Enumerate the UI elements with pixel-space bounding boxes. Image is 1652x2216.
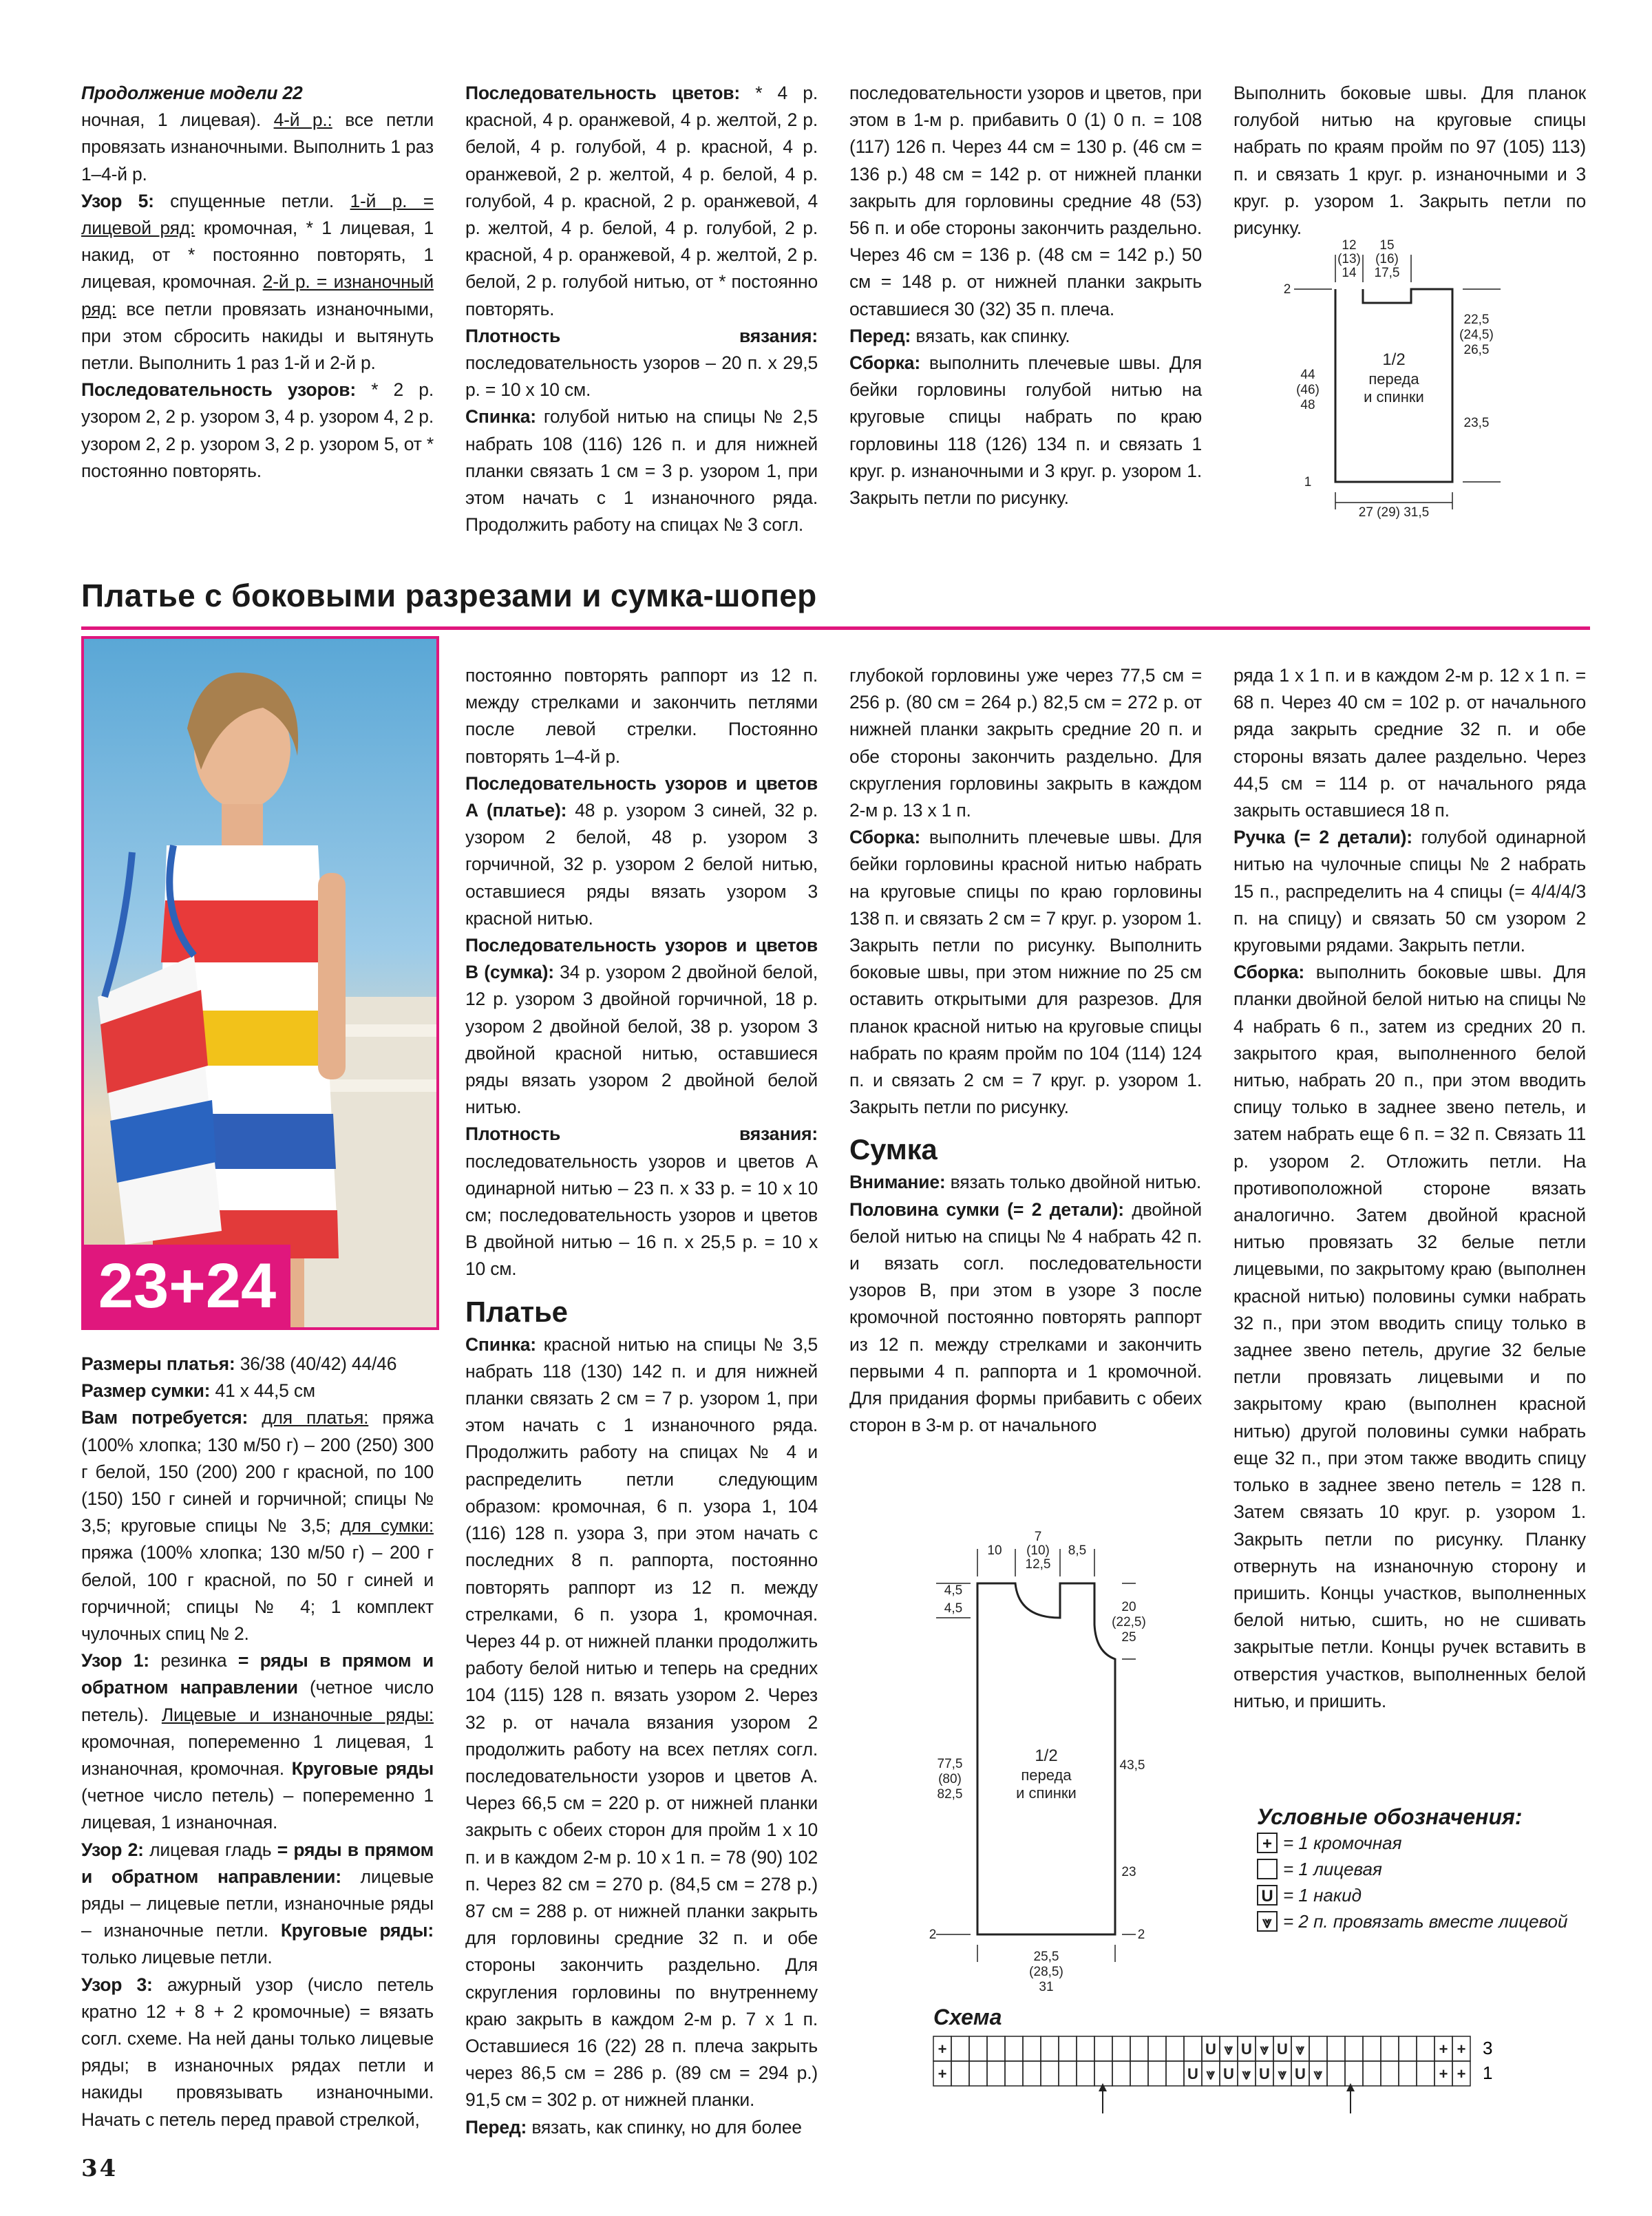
model-photo <box>81 636 439 1330</box>
top-column-1: Продолжение модели 22 ночная, 1 лицевая). 4-й р.: все петли провязать изнаночными. Выполнить 1 раз 1–4-й р. Узор 5: спущенные петли. 1-й р. = лицевой ряд: кромочная, * 1 лицевая, 1 накид, от * постоянно повторять, 1 лицевая, кромочная. 2-й р. = изнаночный ряд: все петли провязать изнаночными, при этом сбросить накиды и вытянуть петли. Выполнить 1 раз 1-й и 2-й р. Последовательность узоров: * 2 р. узором 2, 2 р. узором 3, 4 р. узором 4, 2 р. узором 2, 2 р. узором 3, 2 р. узором 5, от * постоянно повторять. <box>81 83 434 481</box>
chart-symbol: U <box>1241 2040 1252 2058</box>
chart-cell <box>1417 2061 1434 2086</box>
dim-bottom-left: 1 <box>1304 475 1312 489</box>
chart-cell <box>1094 2036 1112 2061</box>
chart-symbol: ⩔ <box>1313 2065 1323 2082</box>
chart-cell <box>1112 2036 1130 2061</box>
dim-br: 2 <box>1137 1928 1145 1942</box>
legend-row-k2tog: ⩔ = 2 п. провязать вместе лицевой <box>1257 1908 1567 1934</box>
dim-neck-1: 7 <box>1034 1530 1042 1544</box>
chart-symbol: U <box>1205 2040 1216 2058</box>
k2tog-symbol: ⩔ <box>1257 1911 1278 1932</box>
legend-row-yarnover: U = 1 накид <box>1257 1882 1567 1908</box>
edge-stitch-symbol: + <box>1257 1833 1278 1853</box>
diagram-label-1: 1/2 <box>1382 350 1406 369</box>
chart-cell <box>1005 2061 1023 2086</box>
dim-r20: 20 <box>1121 1600 1136 1614</box>
chart-cell <box>1130 2061 1148 2086</box>
section-rule <box>81 626 1590 630</box>
dim-top-right: 8,5 <box>1068 1543 1087 1558</box>
chart-cell <box>1345 2061 1363 2086</box>
dim-l77c: 82,5 <box>937 1787 963 1802</box>
chart-symbol: ⩔ <box>1224 2040 1233 2058</box>
chart-cell <box>1023 2036 1041 2061</box>
dim-left-h: 44 <box>1300 368 1315 382</box>
chart-cell <box>1345 2036 1363 2061</box>
dress-diagram-label-2: переда <box>1021 1766 1072 1784</box>
dim-left-mark: 2 <box>1283 282 1291 297</box>
dim-top-a: 12 <box>1342 238 1357 253</box>
chart-cell <box>987 2061 1005 2086</box>
top-pattern-diagram <box>1267 234 1542 537</box>
chart-cell <box>969 2061 987 2086</box>
chart-symbol: + <box>1457 2040 1466 2058</box>
chart-symbol: ⩔ <box>1278 2065 1287 2082</box>
diagram-label-3: и спинки <box>1364 388 1424 405</box>
legend <box>1257 1804 1567 1934</box>
assembly-column: ряда 1 х 1 п. и в каждом 2-м р. 12 х 1 п. = 68 п. Через 40 см = 102 р. от начального ряда закрыть средние 32 п. и обе стороны вязать далее раздельно. Через 44,5 см = 114 р. от начального ряда закрыть оставшиеся 18 п. Ручка (= 2 детали): голубой одинарной нитью на чулочные спицы № 2 набрать 15 п., распределить на 4 спицы (= 4/4/4/3 п. на спицу) и связать 50 см узором 2 круговыми рядами. Закрыть петли. Сборка: выполнить боковые швы. Для планки двойной белой нитью на спицы № 4 набрать 6 п., затем из средних 20 п. закрытого края, выполненного белой нитью, набрать 20 п., при этом вводить спицу только в заднее звено петель, и затем набрать еще 6 п. = 32 п. Связать 11 р. узором 2. Отложить петли. На противоположной стороне вязать аналогично. Затем двойной красной нитью провязать 32 белые петли лицевыми, по закрытому краю (выполнен красной нитью) половины сумки набрать 32 п., при этом вводить спицу только в заднее звено петель, другие 32 белые петли провязать лицевыми и по закрытому краю (выполнен красной нитью) другой половины сумки набрать еще 32 п., при этом также вводить спицу только в заднее звено петель = 128 п. Затем связать 10 круг. р. узором 1. Закрыть петли по рисунку. Планку отвернуть на изнаночную сторону и пришить. Концы участков, выполненных белой нитью, сшить, но не сшивать закрытые петли. Концы ручек вставить в отверстия участков, выполненных белой нитью, и пришить. <box>1233 665 1586 1711</box>
chart-cell <box>1041 2061 1059 2086</box>
dim-top-left: 10 <box>987 1543 1002 1558</box>
chart-row-1: 1 <box>1483 2062 1493 2083</box>
top-column-4: Выполнить боковые швы. Для планок голубой нитью на круговые спицы набрать по краям пройм по 97 (105) 113) п. и связать 1 круг. р. изнаночными и 3 круг. р. узором 1. Закрыть петли по рисунку. <box>1233 83 1586 239</box>
chart-cell <box>1148 2061 1166 2086</box>
chart-cell <box>1059 2061 1077 2086</box>
dress-heading: Платье <box>465 1295 568 1328</box>
continuation-heading: Продолжение модели 22 <box>81 83 303 103</box>
dress-pattern-diagram <box>922 1528 1146 2003</box>
chart-cell <box>1094 2061 1112 2086</box>
chart-cell <box>1327 2061 1345 2086</box>
dim-top-a3: 14 <box>1342 266 1357 280</box>
dim-right-a: 22,5 <box>1463 313 1490 327</box>
chart-symbol: U <box>1223 2065 1234 2082</box>
chart-symbol: U <box>1187 2065 1198 2082</box>
dress-diagram-label-1: 1/2 <box>1035 1747 1058 1765</box>
dim-top-b: 15 <box>1379 238 1395 253</box>
section-title: Платье с боковыми разрезами и сумка-шопер <box>81 578 817 613</box>
chart-cell <box>1363 2036 1381 2061</box>
dim-r20b: (22,5) <box>1112 1615 1146 1629</box>
chart-cell <box>1112 2061 1130 2086</box>
dim-neck-3: 12,5 <box>1025 1557 1051 1572</box>
chart-cell <box>1184 2036 1202 2061</box>
dim-right-a3: 26,5 <box>1463 343 1490 357</box>
chart-symbol: ⩔ <box>1206 2065 1216 2082</box>
dim-b3: 31 <box>1039 1980 1054 1994</box>
chart-cell <box>1023 2061 1041 2086</box>
legend-row-knit: = 1 лицевая <box>1257 1856 1567 1882</box>
chart-symbol: U <box>1295 2065 1306 2082</box>
chart-cell <box>987 2036 1005 2061</box>
chart-symbol: + <box>938 2065 947 2082</box>
dress-diagram-label-3: и спинки <box>1016 1784 1077 1802</box>
chart-cell <box>951 2061 969 2086</box>
page-number: 34 <box>81 2155 118 2182</box>
chart-cell <box>1130 2036 1148 2061</box>
model-illustration <box>84 639 436 1327</box>
dim-top-b3: 17,5 <box>1374 266 1400 280</box>
dim-left-h3: 48 <box>1300 398 1315 412</box>
dim-r20c: 25 <box>1121 1630 1136 1645</box>
schema-title: Схема <box>933 2005 1002 2029</box>
dim-top-b2: (16) <box>1375 252 1399 266</box>
dim-bottom: 27 (29) 31,5 <box>1358 505 1430 520</box>
dim-r43: 43,5 <box>1119 1758 1145 1773</box>
dim-neck-2: (10) <box>1026 1543 1050 1558</box>
chart-symbol: U <box>1277 2040 1288 2058</box>
materials-column: Размеры платья: 36/38 (40/42) 44/46 Размер сумки: 41 х 44,5 см Вам потребуется: для платья: пряжа (100% хлопка; 130 м/50 г) – 200 (250) 300 г белой, 150 (200) 200 г красной, по 100 (150) 150 г синей и горчичной; спицы № 3,5; круговые спицы № 3,5; для сумки: пряжа (100% хлопка; 130 м/50 г) – 200 г белой, 100 г красной, по 50 г синей и горчичной; спицы № 4; 1 комплект чулочных спиц № 2. Узор 1: резинка = ряды в прямом и обратном направлении (четное число петель). Лицевые и изнаночные ряды: кромочная, попеременно 1 лицевая, 1 изнаночная, кромочная. Круговые ряды (четное число петель) – попеременно 1 лицевая, 1 изнаночная. Узор 2: лицевая гладь = ряды в прямом и обратном направлении: лицевые ряды – лицевые петли, изнаночные ряды – изнаночные петли. Круговые ряды: только лицевые петли. Узор 3: ажурный узор (число петель кратно 12 + 8 + 2 кромочные) = вязать согл. схеме. На ней даны только лицевые ряды; в изнаночных рядах петли и накиды провязывать изнаночными. Начать с петель перед правой стрелкой, <box>81 1353 434 2130</box>
bag-column: глубокой горловины уже через 77,5 см = 256 р. (80 см = 264 р.) 82,5 см = 272 р. от нижней планки закрыть средние 20 п. и обе стороны закончить раздельно. Для скругления горловины закрыть в каждом 2-м р. 13 х 1 п. Сборка: выполнить плечевые швы. Для бейки горловины красной нитью набрать на круговые спицы по краю горловины 138 п. и связать 2 см = 7 круг. р. узором 1. Закрыть петли по рисунку. Выполнить боковые швы, при этом нижние по 25 см оставить открытыми для разрезов. Для планок красной нитью на круговые спицы набрать по краям пройм по 104 (114) 124 п. и связать 2 см = 7 круг. р. узором 1. Закрыть петли по рисунку. Сумка Внимание: вязать только двойной нитью. Половина сумки (= 2 детали): двойной белой нитью на спицы № 4 набрать 42 п. и вязать согл. последовательности узоров В, при этом в узоре 3 после кромочной постоянно повторять раппорт из 12 п. между стрелками и закончить первыми 4 п. раппорта и 1 кромочной. Для придания формы прибавить с обеих сторон в 3-м р. от начального <box>849 665 1202 1436</box>
chart-symbol: ⩔ <box>1242 2065 1251 2082</box>
chart-symbol: ⩔ <box>1295 2040 1305 2058</box>
chart-cell <box>1417 2036 1434 2061</box>
chart-cell <box>1059 2036 1077 2061</box>
chart-cell <box>1077 2036 1094 2061</box>
bag-heading: Сумка <box>849 1133 938 1166</box>
chart-cell <box>1148 2036 1166 2061</box>
chart-symbol: + <box>1439 2065 1448 2082</box>
chart-cell <box>951 2036 969 2061</box>
chart-row-3: 3 <box>1483 2038 1493 2058</box>
dim-top-a2: (13) <box>1337 252 1361 266</box>
chart-cell <box>1005 2036 1023 2061</box>
chart-symbol: ⩔ <box>1260 2040 1269 2058</box>
chart-cell <box>1381 2061 1399 2086</box>
chart-cell <box>1166 2061 1184 2086</box>
chart-cell <box>1327 2036 1345 2061</box>
dim-l77b: (80) <box>938 1772 962 1786</box>
dim-l45b: 4,5 <box>944 1601 963 1616</box>
dim-l77: 77,5 <box>937 1757 963 1771</box>
dim-bl: 2 <box>929 1928 937 1942</box>
legend-title: Условные обозначения: <box>1257 1804 1523 1829</box>
chart-cell <box>1399 2061 1417 2086</box>
chart-cell <box>1381 2036 1399 2061</box>
chart-symbol: + <box>1457 2065 1466 2082</box>
chart-cell <box>1399 2036 1417 2061</box>
chart-cell <box>1309 2036 1327 2061</box>
chart-cell <box>1077 2061 1094 2086</box>
yarn-over-symbol: U <box>1257 1885 1278 1906</box>
stitch-chart <box>933 2036 1498 2119</box>
chart-symbol: + <box>1439 2040 1448 2058</box>
dim-right-a2: (24,5) <box>1459 328 1494 342</box>
chart-symbol: U <box>1259 2065 1270 2082</box>
top-column-3: последовательности узоров и цветов, при этом в 1-м р. прибавить 0 (1) 0 п. = 108 (117) 126 п. Через 44 см = 130 р. (46 см = 136 р.) 48 см = 142 р. от нижней планки закрыть для горловины средние 48 (53) 56 п. и обе стороны закончить раздельно. Через 46 см = 136 р. (48 см = 142 р.) 50 см = 148 р. от нижней планки закрыть оставшиеся 30 (32) 35 п. плеча. Перед: вязать, как спинку. Сборка: выполнить плечевые швы. Для бейки горловины голубой нитью на круговые спицы набрать по краю горловины 118 (126) 134 п. и связать 1 круг. р. изнаночными и 3 круг. р. узором 1. Закрыть петли по рисунку. <box>849 83 1202 509</box>
model-number-badge: 23+24 <box>84 1245 290 1327</box>
dim-left-h2: (46) <box>1296 383 1320 397</box>
dim-b2: (28,5) <box>1029 1965 1063 1979</box>
dim-b1: 25,5 <box>1033 1950 1059 1964</box>
dim-right-b: 23,5 <box>1463 416 1490 430</box>
chart-cell <box>1363 2061 1381 2086</box>
chart-symbol: + <box>938 2040 947 2058</box>
dim-l45a: 4,5 <box>944 1583 963 1598</box>
knit-stitch-symbol <box>1257 1859 1278 1879</box>
chart-cell <box>969 2036 987 2061</box>
chart-cell <box>1041 2036 1059 2061</box>
dress-column: постоянно повторять раппорт из 12 п. между стрелками и закончить петлями после левой стрелки. Постоянно повторять 1–4-й р. Последовательность узоров и цветов А (платье): 48 р. узором 3 синей, 32 р. узором 2 белой, 48 р. узором 3 горчичной, 32 р. узором 2 белой нитью, оставшиеся ряды вязать узором 3 красной нитью. Последовательность узоров и цветов В (сумка): 34 р. узором 2 двойной белой, 12 р. узором 3 двойной горчичной, 18 р. узором 2 двойной белой, 38 р. узором 3 двойной красной нитью, оставшиеся ряды вязать узором 2 двойной белой нитью. Плотность вязания: последовательность узоров и цветов А одинарной нитью – 23 п. х 33 р. = 10 х 10 см; последовательность узоров и цветов В двойной нитью – 16 п. х 25,5 р. = 10 х 10 см. Платье Спинка: красной нитью на спицы № 3,5 набрать 118 (130) 142 п. и для нижней планки связать 2 см = 7 р. узором 1, при этом начать с 1 изнаночного ряда. Продолжить работу на спицах № 4 и распределить петли следующим образом: кромочная, 6 п. узора 1, 104 (116) 128 п. узора 3, при этом начать с последних 8 п. раппорта, постоянно повторять раппорт из 12 п. между стрелками, 6 п. узора 1, кромочная. Через 44 р. от нижней планки продолжить работу белой нитью и теперь на средних 104 (115) 128 п. вязать узором 2. Через 32 р. от начала вязания узором 2 продолжить работу на всех петлях согл. последовательности узоров и цветов А. Через 66,5 см = 220 р. от нижней планки закрыть с обеих сторон для пройм 1 х 10 п. и в каждом 2-м р. 10 х 1 п. = 78 (90) 102 п. Через 82 см = 270 р. (84,5 см = 278 р.) 87 см = 288 р. от нижней планки закрыть для горловины средние 32 п. и обе стороны закончить раздельно. Для скругления горловины по внутреннему краю закрыть в каждом 2-м р. 7 х 1 п. Оставшиеся 16 (22) 28 п. плеча закрыть через 86,5 см = 286 р. (89 см = 294 р.) 91,5 см = 302 р. от нижней планки. Перед: вязать, как спинку, но для более <box>465 665 818 2138</box>
diagram-label-2: переда <box>1368 370 1419 388</box>
dim-r23: 23 <box>1121 1865 1136 1879</box>
legend-row-edge: + = 1 кромочная <box>1257 1830 1567 1856</box>
chart-cell <box>1166 2036 1184 2061</box>
top-column-2: Последовательность цветов: * 4 р. красной, 4 р. оранжевой, 4 р. желтой, 2 р. белой, 4 р. голубой, 4 р. красной, 4 р. оранжевой, 2 р. желтой, 4 р. белой, 4 р. голубой, 4 р. красной, 2 р. оранжевой, 4 р. желтой, 4 р. белой, 4 р. голубой, 2 р. красной, 4 р. оранжевой, 4 р. желтой, 2 р. белой, 2 р. голубой нитью, от * постоянно повторять. Плотность вязания: последовательность узоров – 20 п. х 29,5 р. = 10 х 10 см. Спинка: голубой нитью на спицы № 2,5 набрать 108 (116) 126 п. и для нижней планки связать 1 см = 3 р. узором 1, при этом начать с 1 изнаночного ряда. Продолжить работу на спицах № 3 согл. <box>465 83 818 536</box>
